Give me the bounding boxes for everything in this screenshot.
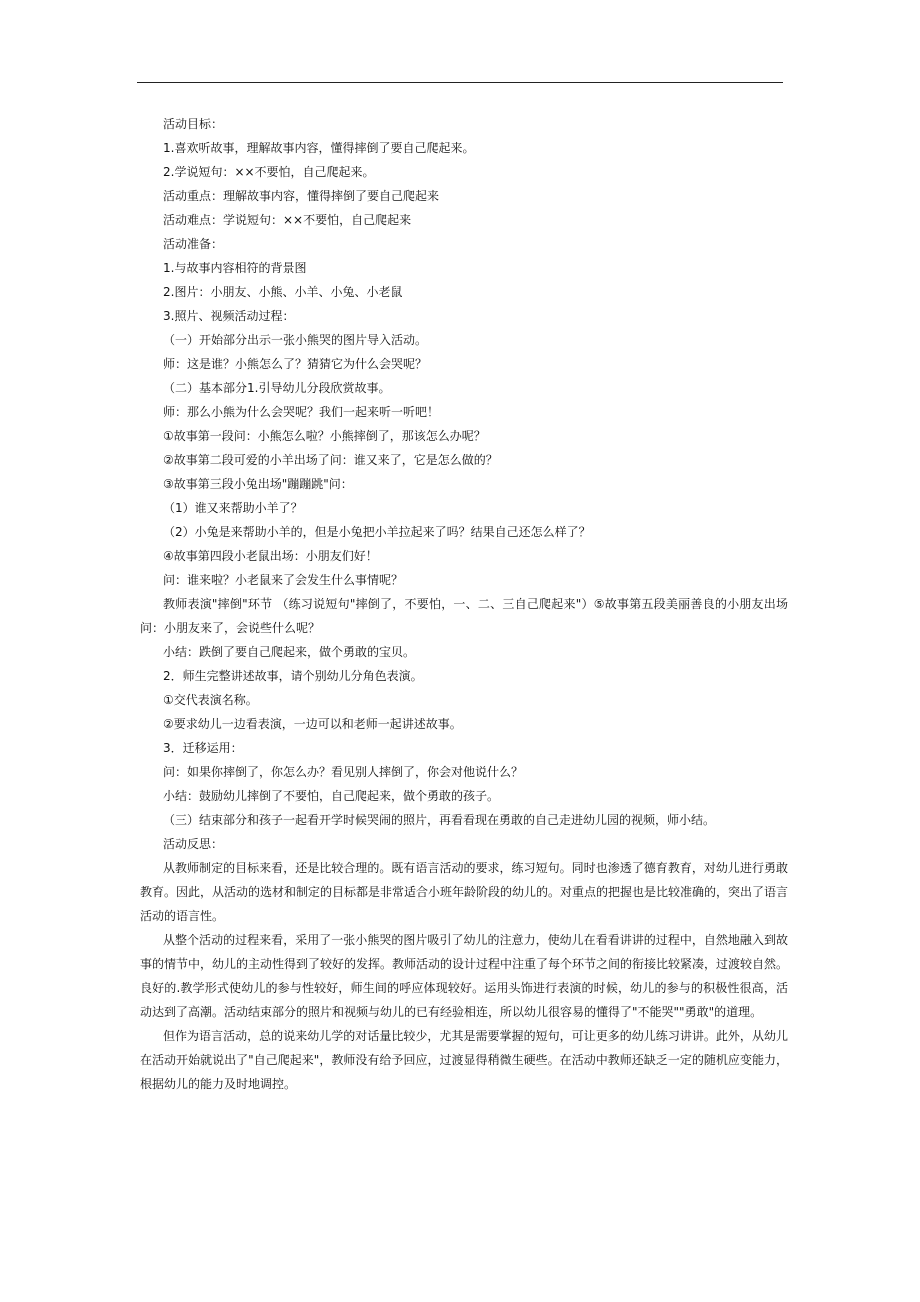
text-line: ①交代表演名称。	[163, 693, 258, 707]
text-line: （1）谁又来帮助小羊了？	[163, 501, 303, 515]
text-line: 活动反思：	[163, 837, 224, 851]
text-line: 活动准备：	[163, 237, 224, 251]
text-line: ①故事第一段问：小熊怎么啦？小熊摔倒了，那该怎么办呢？	[163, 429, 486, 443]
text-line: ②故事第二段可爱的小羊出场了问：谁又来了，它是怎么做的？	[163, 453, 498, 467]
text-line: 1.喜欢听故事，理解故事内容，懂得摔倒了要自己爬起来。	[163, 141, 475, 155]
text-line: 问：如果你摔倒了，你怎么办？看见别人摔倒了，你会对他说什么？	[163, 765, 524, 779]
text-line: ③故事第三段小兔出场"蹦蹦跳"问：	[163, 477, 353, 491]
text-line: （三）结束部分和孩子一起看开学时候哭闹的照片，再看看现在勇敢的自己走进幼儿园的视频，师小结。	[163, 813, 716, 827]
document-body	[140, 112, 788, 1096]
text-line: 活动重点：理解故事内容，懂得摔倒了要自己爬起来	[163, 189, 440, 203]
text-line: ②要求幼儿一边看表演，一边可以和老师一起讲述故事。	[163, 717, 462, 731]
text-line: 小结：跌倒了要自己爬起来，做个勇敢的宝贝。	[163, 645, 416, 659]
text-line: （2）小兔是来帮助小羊的，但是小兔把小羊拉起来了吗？结果自己还怎么样了？	[163, 525, 591, 539]
reflection-paragraph: 从整个活动的过程来看，采用了一张小熊哭的图片吸引了幼儿的注意力，使幼儿在看看讲讲的过程中，自然地融入到故事的情节中，幼儿的主动性得到了较好的发挥。教师活动的设计过程中注重了每个环节之间的衔接比较紧凑，过渡较自然。良好的.教学形式使幼儿的参与性较好，师生间的呼应体现较好。运用头饰进行表演的时候，幼儿的参与的积极性很高，活动达到了高潮。活动结束部分的照片和视频与幼儿的已有经验相连，所以幼儿很容易的懂得了"不能哭""勇敢"的道理。	[140, 933, 789, 1019]
text-line: 1.与故事内容相符的背景图	[163, 261, 307, 275]
text-line: 活动难点：学说短句：××不要怕，自己爬起来	[163, 213, 412, 227]
teacher-performance-paragraph: 教师表演"摔倒"环节 （练习说短句"摔倒了，不要怕，一、二、三自己爬起来"）⑤故事第五段美丽善良的小朋友出场问：小朋友来了，会说些什么呢？	[140, 597, 788, 635]
text-line: 问：谁来啦？小老鼠来了会发生什么事情呢？	[163, 573, 404, 587]
text-line: 2.图片：小朋友、小熊、小羊、小兔、小老鼠	[163, 285, 403, 299]
text-line: （一）开始部分出示一张小熊哭的图片导入活动。	[163, 333, 428, 347]
text-line: 2．师生完整讲述故事，请个别幼儿分角色表演。	[163, 669, 423, 683]
text-line: 师：这是谁？小熊怎么了？猜猜它为什么会哭呢？	[163, 357, 428, 371]
text-line: 师：那么小熊为什么会哭呢？我们一起来听一听吧！	[163, 405, 440, 419]
reflection-paragraph: 从教师制定的目标来看，还是比较合理的。既有语言活动的要求，练习短句。同时也渗透了德育教育，对幼儿进行勇敢教育。因此，从活动的选材和制定的目标都是非常适合小班年龄阶段的幼儿的。对重点的把握也是比较准确的，突出了语言活动的语言性。	[140, 861, 789, 923]
text-line: ④故事第四段小老鼠出场：小朋友们好！	[163, 549, 378, 563]
text-line: 2.学说短句：××不要怕，自己爬起来。	[163, 165, 375, 179]
reflection-paragraph: 但作为语言活动，总的说来幼儿学的对话量比较少，尤其是需要掌握的短句，可让更多的幼儿练习讲讲。此外，从幼儿在活动开始就说出了"自己爬起来"，教师没有给予回应，过渡显得稍微生硬些。在活动中教师还缺乏一定的随机应变能力，根据幼儿的能力及时地调控。	[140, 1029, 788, 1091]
text-line: 3.照片、视频活动过程：	[163, 309, 295, 323]
text-line: 小结：鼓励幼儿摔倒了不要怕，自己爬起来，做个勇敢的孩子。	[163, 789, 500, 803]
text-line: 活动目标：	[163, 117, 224, 131]
header-rule	[137, 82, 783, 83]
text-line: 3．迁移运用：	[163, 741, 243, 755]
text-line: （二）基本部分1.引导幼儿分段欣赏故事。	[163, 381, 391, 395]
